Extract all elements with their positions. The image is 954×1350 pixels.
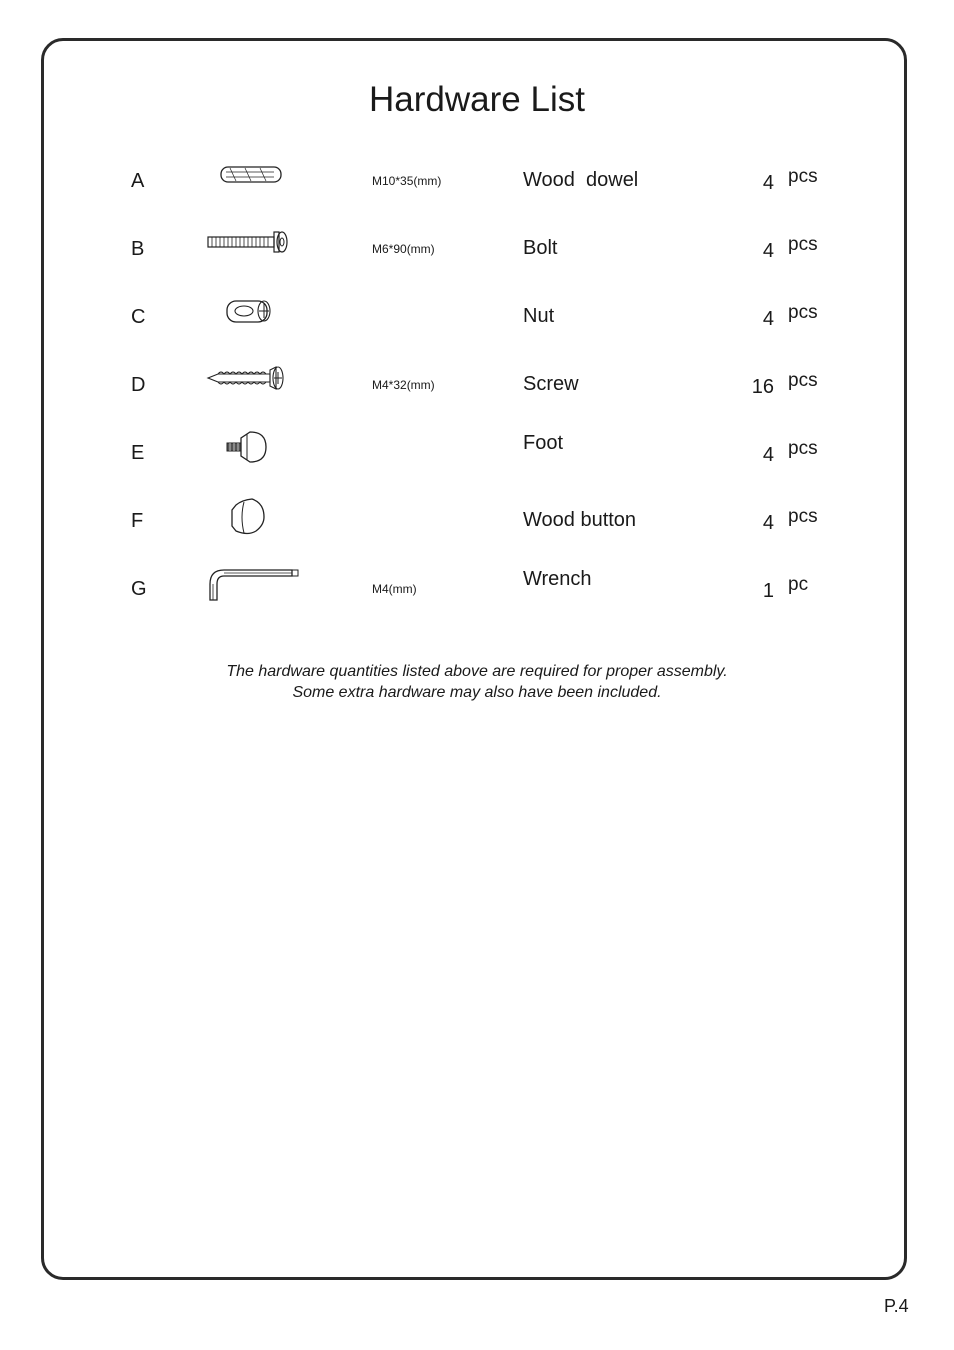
- hardware-row-e: [0, 432, 954, 492]
- item-spec: M4*32(mm): [372, 378, 435, 392]
- item-letter: F: [131, 510, 144, 532]
- nut-icon: [200, 296, 310, 348]
- foot-icon: [200, 432, 310, 484]
- item-name: Wrench: [523, 568, 592, 590]
- item-unit: pc: [788, 574, 809, 595]
- hardware-row-d: [0, 364, 954, 424]
- item-letter: C: [131, 306, 146, 328]
- item-letter: G: [131, 578, 147, 600]
- item-quantity: 16: [751, 376, 774, 398]
- item-spec: M10*35(mm): [372, 174, 442, 188]
- page-number: P.4: [884, 1296, 909, 1316]
- page-border: [41, 38, 907, 1280]
- item-unit: pcs: [788, 166, 818, 187]
- item-unit: pcs: [788, 506, 818, 527]
- hardware-row-g: [0, 568, 954, 628]
- item-quantity: 4: [762, 172, 774, 194]
- hardware-note-line-2: Some extra hardware may also have been included.: [292, 684, 662, 701]
- item-quantity: 4: [762, 444, 774, 466]
- item-name: Screw: [523, 373, 579, 395]
- item-name: Foot: [523, 432, 564, 454]
- item-name: Wood dowel: [523, 169, 639, 191]
- item-unit: pcs: [788, 302, 818, 323]
- item-name: Bolt: [523, 237, 558, 259]
- page-title: Hardware List: [369, 80, 585, 119]
- item-letter: B: [131, 238, 145, 260]
- hardware-note-line-1: The hardware quantities listed above are required for proper assembly.: [226, 663, 728, 680]
- item-name: Nut: [523, 305, 555, 327]
- wood-dowel-icon: [200, 160, 310, 212]
- item-letter: E: [131, 442, 145, 464]
- item-unit: pcs: [788, 370, 818, 391]
- hardware-row-b: [0, 228, 954, 288]
- item-name: Wood button: [523, 509, 637, 531]
- item-spec: M6*90(mm): [372, 242, 435, 256]
- item-quantity: 4: [762, 308, 774, 330]
- item-quantity: 1: [762, 580, 774, 602]
- item-quantity: 4: [762, 512, 774, 534]
- item-letter: D: [131, 374, 146, 396]
- item-spec: M4(mm): [372, 582, 417, 596]
- hardware-row-a: [0, 160, 954, 220]
- item-letter: A: [131, 170, 145, 192]
- hardware-row-c: [0, 296, 954, 356]
- item-quantity: 4: [762, 240, 774, 262]
- item-unit: pcs: [788, 438, 818, 459]
- wrench-icon: [200, 568, 310, 620]
- item-unit: pcs: [788, 234, 818, 255]
- bolt-icon: [200, 228, 310, 280]
- screw-icon: [200, 364, 310, 416]
- hardware-row-f: [0, 500, 954, 560]
- wood-button-icon: [200, 500, 310, 552]
